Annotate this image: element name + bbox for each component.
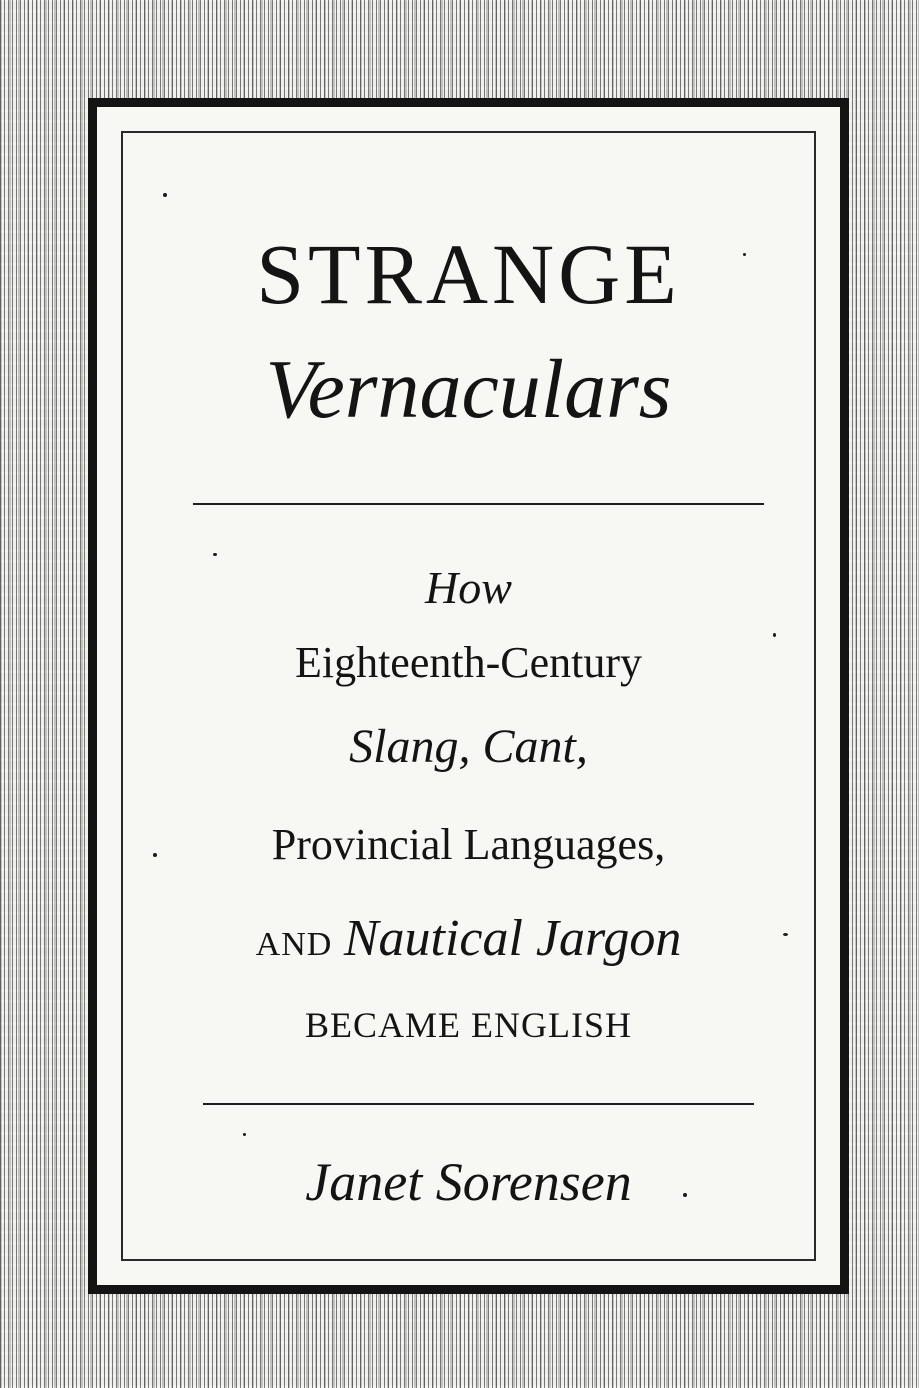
cover-outer-frame <box>88 98 849 1294</box>
ink-speck <box>163 193 167 197</box>
book-title-main: STRANGE <box>256 226 681 322</box>
book-title-script: Vernaculars <box>265 343 672 436</box>
subtitle-became-english: BECAME ENGLISH <box>305 1005 632 1045</box>
bottom-divider-rule <box>203 1103 754 1105</box>
ink-speck <box>243 1133 246 1136</box>
ink-speck <box>213 553 217 556</box>
subtitle-eighteenth-century: Eighteenth-Century <box>294 638 642 687</box>
subtitle-and-nautical-line <box>123 910 814 967</box>
subtitle-how: How <box>425 562 512 613</box>
subtitle-nautical-jargon: Nautical Jargon <box>343 910 682 967</box>
subtitle-provincial-languages: Provincial Languages, <box>271 820 666 869</box>
subtitle-slang-cant: Slang, Cant, <box>349 720 588 773</box>
subtitle-and: AND <box>255 926 333 963</box>
top-divider-rule <box>193 503 764 505</box>
ink-speck <box>773 633 776 637</box>
author-name: Janet Sorensen <box>305 1152 632 1212</box>
cover-inner-frame <box>121 131 816 1261</box>
